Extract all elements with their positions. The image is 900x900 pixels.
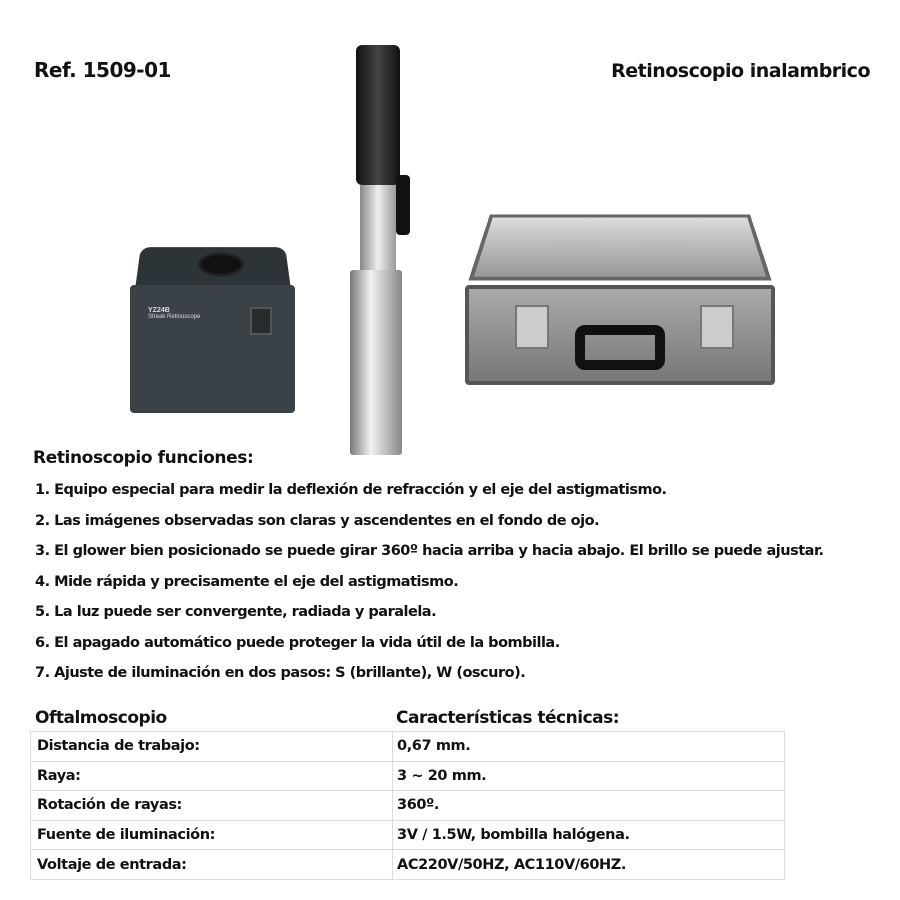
specs-header-left: Oftalmoscopio — [35, 708, 167, 728]
list-item: 4. Mide rápida y precisamente el eje del astigmatismo. — [35, 573, 459, 590]
list-item: 2. Las imágenes observadas son claras y ascendentes en el fondo de ojo. — [35, 512, 600, 529]
power-switch-icon — [250, 307, 272, 335]
charger-image — [130, 245, 295, 415]
reference-number: Ref. 1509-01 — [34, 58, 171, 82]
spec-value: 0,67 mm. — [393, 732, 785, 762]
table-row — [31, 761, 785, 791]
spec-value: 3V / 1.5W, bombilla halógena. — [393, 820, 785, 850]
retinoscope-image — [348, 45, 418, 455]
table-row — [31, 820, 785, 850]
spec-label: Raya: — [31, 761, 393, 791]
table-row — [31, 791, 785, 821]
table-row — [31, 850, 785, 880]
spec-label: Rotación de rayas: — [31, 791, 393, 821]
list-item: 1. Equipo especial para medir la deflexión de refracción y el eje del astigmatismo. — [35, 482, 667, 498]
list-item: 5. La luz puede ser convergente, radiada y paralela. — [35, 604, 437, 620]
spec-value: 3 ~ 20 mm. — [393, 761, 785, 791]
charger-subtitle: Streak Retinoscope — [148, 314, 201, 320]
spec-label: Fuente de iluminación: — [31, 820, 393, 850]
functions-list — [35, 478, 824, 692]
charger-model: YZ24B — [148, 307, 170, 314]
spec-value: AC220V/50HZ, AC110V/60HZ. — [393, 850, 785, 880]
list-item: 7. Ajuste de iluminación en dos pasos: S (brillante), W (oscuro). — [35, 665, 526, 681]
spec-value: 360º. — [393, 791, 785, 821]
functions-heading: Retinoscopio funciones: — [33, 448, 254, 468]
table-row — [31, 732, 785, 762]
spec-label: Voltaje de entrada: — [31, 850, 393, 880]
specs-table — [30, 731, 785, 880]
list-item: 6. El apagado automático puede proteger la vida útil de la bombilla. — [35, 634, 560, 651]
carrying-case-image — [460, 205, 780, 385]
list-item: 3. El glower bien posicionado se puede girar 360º hacia arriba y hacia abajo. El brillo se puede ajustar. — [35, 543, 824, 559]
product-title: Retinoscopio inalambrico — [611, 60, 870, 82]
specs-header-right: Características técnicas: — [396, 708, 620, 728]
spec-label: Distancia de trabajo: — [31, 732, 393, 762]
